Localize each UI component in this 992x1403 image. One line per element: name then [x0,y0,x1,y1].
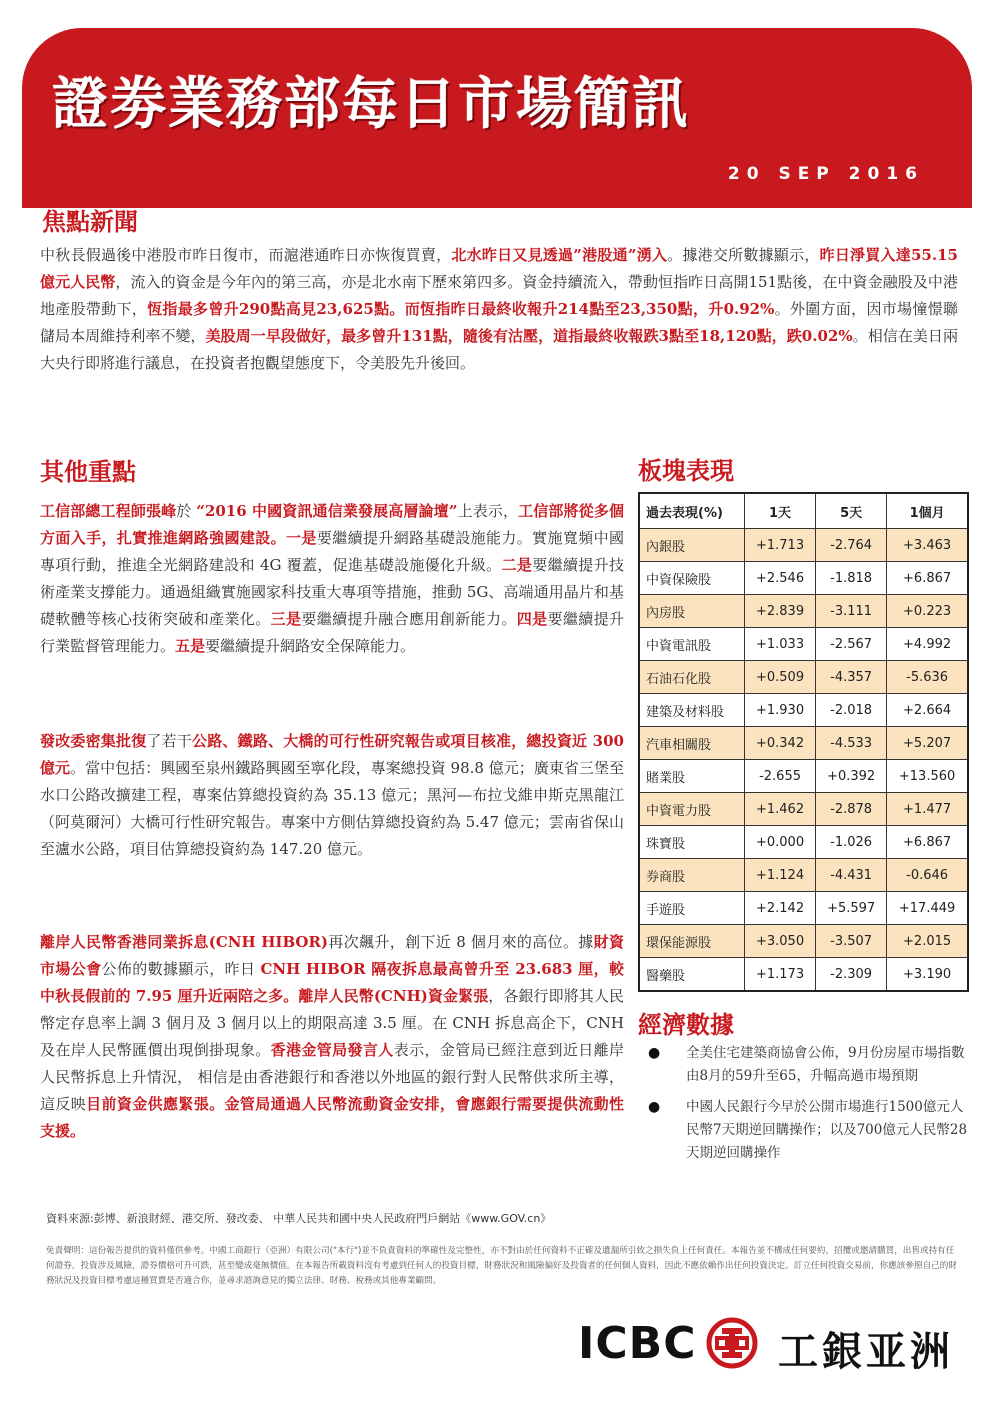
value-5d: -2.309 [816,958,887,992]
value-1m: +3.190 [887,958,968,992]
value-5d: +5.597 [816,892,887,925]
sector-name: 內房股 [639,595,745,628]
table-row [639,661,968,694]
value-1d: +0.509 [745,661,816,694]
focus-news-heading: 焦點新聞 [42,208,138,236]
highlighted-text: 財資市場公會 [40,933,624,978]
highlighted-text: 離岸人民幣香港同業拆息(CNH HIBOR) [40,933,329,951]
economic-data-text: 全美住宅建築商協會公佈，9月份房屋市場指數由8月的59升至65，升幅高過市場預期 [686,1045,965,1084]
highlighted-text: 昨日淨買入達55.15億元人民幣 [40,246,958,291]
highlighted-text: 美股周一早段做好，最多曾升131點，隨後有沽壓，道指最終收報跌3點至18,120點，跌0.02% [205,327,853,345]
body-text: 於 [176,502,197,520]
highlighted-text: 發改委密集批復 [40,732,147,750]
highlighted-text: 目前資金供應緊張。金管局通過人民幣流動資金安排，會應銀行需要提供流動性支援。 [40,1095,624,1140]
highlighted-text: 北水昨日又見透過”港股通”湧入 [451,246,668,264]
body-text: 。外圍方面，因市場憧憬聯儲局本周維持利率不變， [40,300,958,345]
value-5d: -4.533 [816,727,887,760]
table-row [639,727,968,760]
body-text: 公佈的數據顯示，昨日 [101,960,261,978]
body-text: ，流入的資金是今年內的第三高，亦是北水南下歷來第四多。資金持續流入，帶動恒指昨日高開151點後，在中資金融股及中港地產股帶動下， [40,273,958,318]
body-text: 中秋長假過後中港股市昨日復市，而滬港通昨日亦恢復買賣， [40,246,452,264]
value-1m: -5.636 [887,661,968,694]
value-1d: +1.124 [745,859,816,892]
body-text: 。當中包括：興國至泉州鐵路興國至寧化段，專案總投資 98.8 億元；廣東省三堡至水口公路改擴建工程，專案估算總投資約為 35.13 億元；黑河—布拉戈維申斯克黑龍江（阿莫爾河）大橋可行性研究報告。專案中方側估算總投資約為 5.47 億元；雲南省保山至瀘水公路，項目估算總投資約為 147.20 億元。 [40,759,624,858]
disclaimer: 免責聲明：這份報告提供的資料僅供參考。中國工商銀行（亞洲）有限公司("本行")並不負責資料的準確性及完整性，亦不對由於任何資料不正確及遺漏所引致之損失負上任何責任。本報告並不構成任何要約，招攬或邀請購買，出售或持有任何證券，投資涉及風險，證券價格可升可跌，甚至變成毫無價值。在本報告所載資料沒有考慮到任何人的投資目標，財務狀況和風險偏好及投資者的任何個人資料，因此不應依賴作出任何投資決定。訂立任何投資交易前，你應該參照自己的財務狀況及投資目標考慮這種買賣是否適合你，並尋求諮詢意見的獨立法律、財務、稅務或其他專業顧問。 [46,1246,957,1286]
value-1m: +2.015 [887,925,968,958]
highlighted-text: CNH HIBOR 隔夜拆息最高曾升至 23.683 厘，較中秋長假前的 7.95 厘升近兩陪之多。離岸人民幣(CNH)資金緊張 [40,960,624,1005]
value-1d: +1.033 [745,628,816,661]
table-row [639,562,968,595]
bullet-icon: ● [648,1099,661,1115]
value-1d: +3.050 [745,925,816,958]
body-text: 上表示， [457,502,519,520]
table-row [639,958,968,992]
sector-name: 醫藥股 [639,958,745,992]
logo-text-en: ICBC [578,1318,697,1369]
body-text: 了若干 [146,732,193,750]
report-date: 20 SEP 2016 [727,164,924,184]
body-text: 要繼續提升融合應用創新能力。 [301,610,517,628]
sector-name: 石油石化股 [639,661,745,694]
highlighted-text: 二是 [501,556,533,574]
value-1d: +2.839 [745,595,816,628]
body-text: 再次飆升，創下近 8 個月來的高位。據 [328,933,594,951]
value-1d: +2.546 [745,562,816,595]
value-1d: -2.655 [745,760,816,793]
highlighted-text: 公路、鐵路、大橋的可行性研究報告或項目核准，總投資近 300 億元 [40,732,624,777]
table-row [639,925,968,958]
column-header: 過去表現(%) [639,493,745,529]
value-5d: +0.392 [816,760,887,793]
body-text: 要繼續提升行業監督管理能力。 [40,610,624,655]
list-item [648,1096,968,1165]
body-text: 要繼續提升網路基礎設施能力。實施寬頻中國專項行動，推進全光網路建設和 4G 覆蓋，促進基礎設施優化升級。 [40,529,624,574]
value-5d: -1.818 [816,562,887,595]
data-source: 資料來源:彭博、新浪財經、港交所、發改委、 中華人民共和國中央人民政府門戶網站《www.GOV.cn》 [46,1212,552,1225]
table-row [639,826,968,859]
sector-performance-table [638,492,969,992]
value-5d: -1.026 [816,826,887,859]
value-1d: +1.713 [745,529,816,562]
economic-data-heading: 經濟數據 [638,1011,734,1039]
highlighted-text: 五是 [175,637,206,655]
sector-name: 建築及材料股 [639,694,745,727]
highlighted-text: 三是 [270,610,302,628]
icbc-seal-icon [705,1316,759,1370]
value-1d: +1.462 [745,793,816,826]
value-1m: +0.223 [887,595,968,628]
body-text: 要繼續提升技術產業支撐能力。通過組織實施國家科技重大專項等措施，推動 5G、高端通用晶片和基礎軟體等核心技術突破和產業化。 [40,556,624,628]
table-header-row [639,493,968,529]
table-row [639,628,968,661]
highlighted-text: 香港金管局發言人 [270,1041,394,1059]
value-5d: -3.507 [816,925,887,958]
sector-performance-heading: 板塊表現 [638,457,734,485]
sector-name: 中資保險股 [639,562,745,595]
value-1d: +0.342 [745,727,816,760]
body-text: ，各銀行即將其人民幣定存息率上調 3 個月及 3 個月以上的期限高達 3.5 厘。在 CNH 拆息高企下，CNH 及在岸人民幣匯價出現倒掛現象。 [40,987,624,1059]
column-header: 5天 [816,493,887,529]
sector-name: 券商股 [639,859,745,892]
table-row [639,859,968,892]
value-1d: +1.173 [745,958,816,992]
value-1m: +2.664 [887,694,968,727]
sector-name: 賭業股 [639,760,745,793]
table-row [639,529,968,562]
value-1d: +1.930 [745,694,816,727]
column-header: 1個月 [887,493,968,529]
other-highlights-paragraph-1 [40,498,624,660]
value-5d: -2.018 [816,694,887,727]
column-header: 1天 [745,493,816,529]
table-row [639,793,968,826]
table-row [639,760,968,793]
sector-name: 手遊股 [639,892,745,925]
economic-data-list [648,1042,968,1173]
value-5d: -2.567 [816,628,887,661]
icbc-logo [578,1316,958,1376]
value-5d: -2.878 [816,793,887,826]
value-1d: +2.142 [745,892,816,925]
value-1m: +17.449 [887,892,968,925]
sector-name: 汽車相關股 [639,727,745,760]
table-row [639,595,968,628]
list-item [648,1042,968,1088]
economic-data-text: 中國人民銀行今早於公開市場進行1500億元人民幣7天期逆回購操作；以及700億元人民幣28天期逆回購操作 [686,1099,968,1161]
value-1m: +1.477 [887,793,968,826]
value-5d: -4.431 [816,859,887,892]
focus-news-paragraph [40,242,958,377]
value-1m: +3.463 [887,529,968,562]
other-highlights-heading: 其他重點 [40,458,136,486]
bullet-icon: ● [648,1045,661,1061]
value-5d: -3.111 [816,595,887,628]
table-row [639,694,968,727]
highlighted-text: 恆指最多曾升290點高見23,625點。而恆指昨日最終收報升214點至23,350點，升0.92% [147,300,775,318]
sector-name: 珠寶股 [639,826,745,859]
body-text: 要繼續提升網路安全保障能力。 [205,637,416,655]
table-row [639,892,968,925]
value-1m: +6.867 [887,826,968,859]
sector-name: 環保能源股 [639,925,745,958]
sector-name: 內銀股 [639,529,745,562]
value-1m: -0.646 [887,859,968,892]
other-highlights-paragraph-2 [40,728,624,863]
body-text: 。相信在美日兩大央行即將進行議息，在投資者抱觀望態度下，令美股先升後回。 [40,327,958,372]
highlighted-text: 四是 [516,610,548,628]
body-text: 。據港交所數據顯示， [667,246,820,264]
highlighted-text: 工信部總工程師張峰 [40,502,177,520]
value-1m: +13.560 [887,760,968,793]
value-1m: +5.207 [887,727,968,760]
value-5d: -2.764 [816,529,887,562]
logo-text-cn: 工銀亚洲 [778,1329,954,1375]
page-title: 證劵業務部每日市場簡訊 [52,72,690,137]
body-text: 表示，金管局已經注意到近日離岸人民幣拆息上升情況， 相信是由香港銀行和香港以外地區的銀行對人民幣供求所主導，這反映 [40,1041,624,1113]
value-1m: +6.867 [887,562,968,595]
sector-name: 中資電力股 [639,793,745,826]
highlighted-text: “2016 中國資訊通信業發展高層論壇” [196,502,458,520]
value-1m: +4.992 [887,628,968,661]
sector-name: 中資電訊股 [639,628,745,661]
other-highlights-paragraph-3 [40,929,624,1145]
highlighted-text: 工信部將從多個方面入手，扎實推進網路強國建設。一是 [40,502,624,547]
value-5d: -4.357 [816,661,887,694]
value-1d: +0.000 [745,826,816,859]
